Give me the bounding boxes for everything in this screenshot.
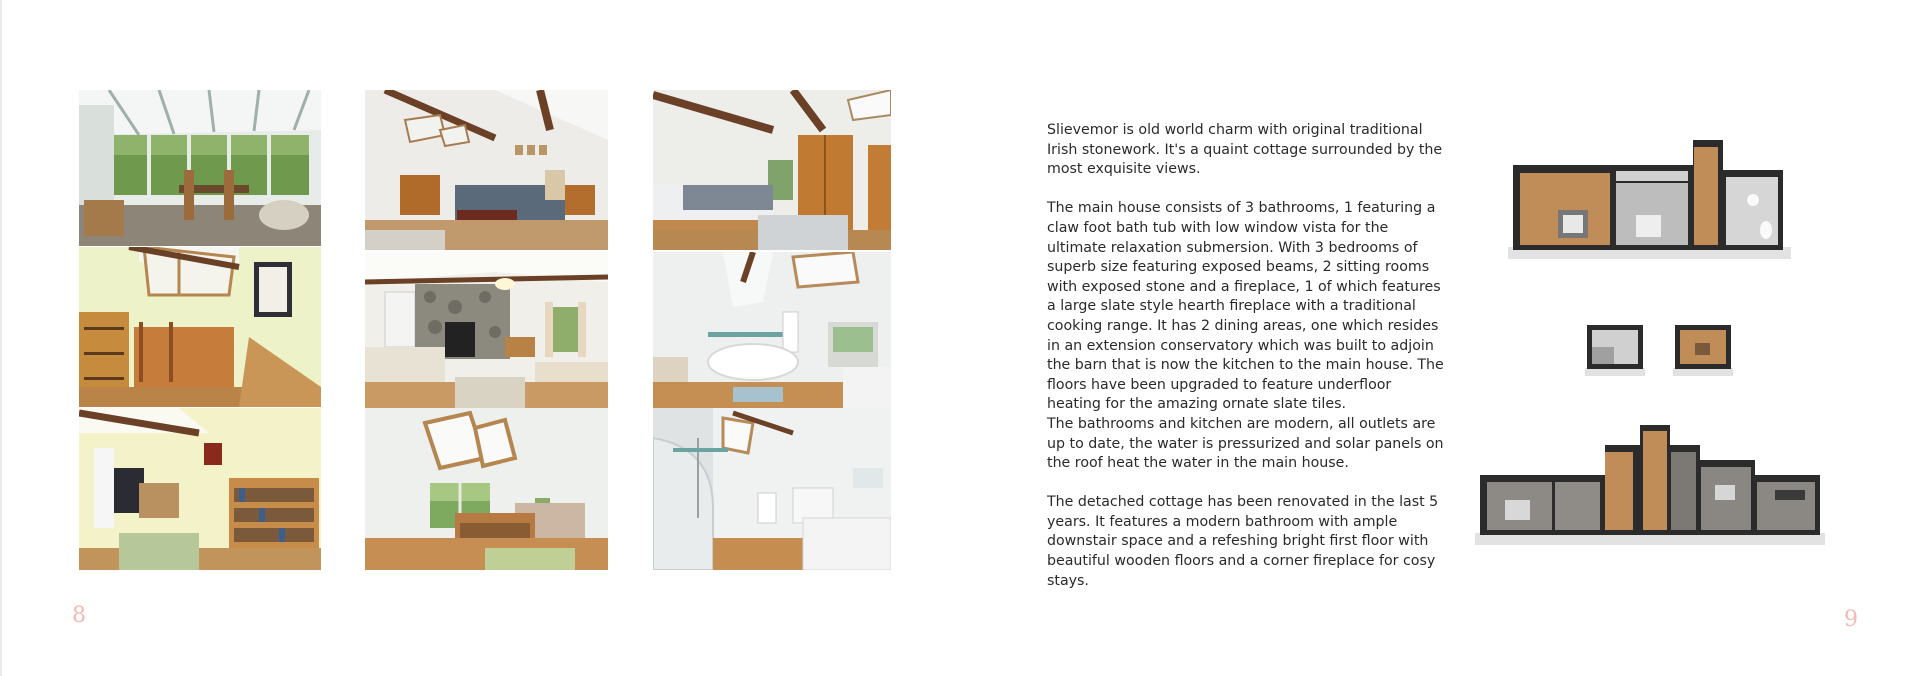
description-utilities: The bathrooms and kitchen are modern, all outlets are up to date, the water is pressurized and solar panels on the roof heat the water in the main house. xyxy=(1047,415,1444,472)
sitting-room-stone-fireplace-photo xyxy=(365,252,608,408)
landing-stairs-photo xyxy=(79,247,321,407)
first-floor-plan xyxy=(1508,135,1791,265)
bathroom-clawfoot-tub-photo xyxy=(653,252,891,408)
ground-floor-plan xyxy=(1475,425,1825,550)
cottage-floor-plans xyxy=(1585,323,1735,378)
description-main-house: The main house consists of 3 bathrooms, 1 featuring a claw foot bath tub with low window vista for the ultimate relaxation submersion. With 3 bedrooms of superb size featuring exposed beams, 2 sitting rooms with exposed stone and a fireplace, 1 of which features a large slate style hearth fireplace with a traditional cooking range. It has 2 dining areas, one which resides in an extension conservatory which was built to adjoin the barn that is now the kitchen to the main house. The floors have been upgraded to feature underfloor heating for the amazing ornate slate tiles. xyxy=(1047,200,1444,413)
property-description xyxy=(1047,121,1447,611)
conservatory-dining-photo xyxy=(79,90,321,246)
description-cottage: The detached cottage has been renovated in the last 5 years. It features a modern bathroom with ample downstair space and a refeshing bright first floor with beautiful wooden floors and a corner fireplace for cosy stays. xyxy=(1047,494,1439,589)
description-intro: Slievemor is old world charm with original traditional Irish stonework. It's a quaint cottage surrounded by the most exquisite views. xyxy=(1047,122,1443,178)
sitting-room-skylight-photo xyxy=(365,408,608,570)
page-number-left: 8 xyxy=(72,603,86,628)
shower-room-photo xyxy=(653,408,891,570)
study-bookshelves-photo xyxy=(79,408,321,570)
bedroom-beams-photo xyxy=(365,90,608,250)
page-edge xyxy=(0,0,2,676)
bedroom-wardrobe-photo xyxy=(653,90,891,250)
page-number-right: 9 xyxy=(1844,607,1858,632)
